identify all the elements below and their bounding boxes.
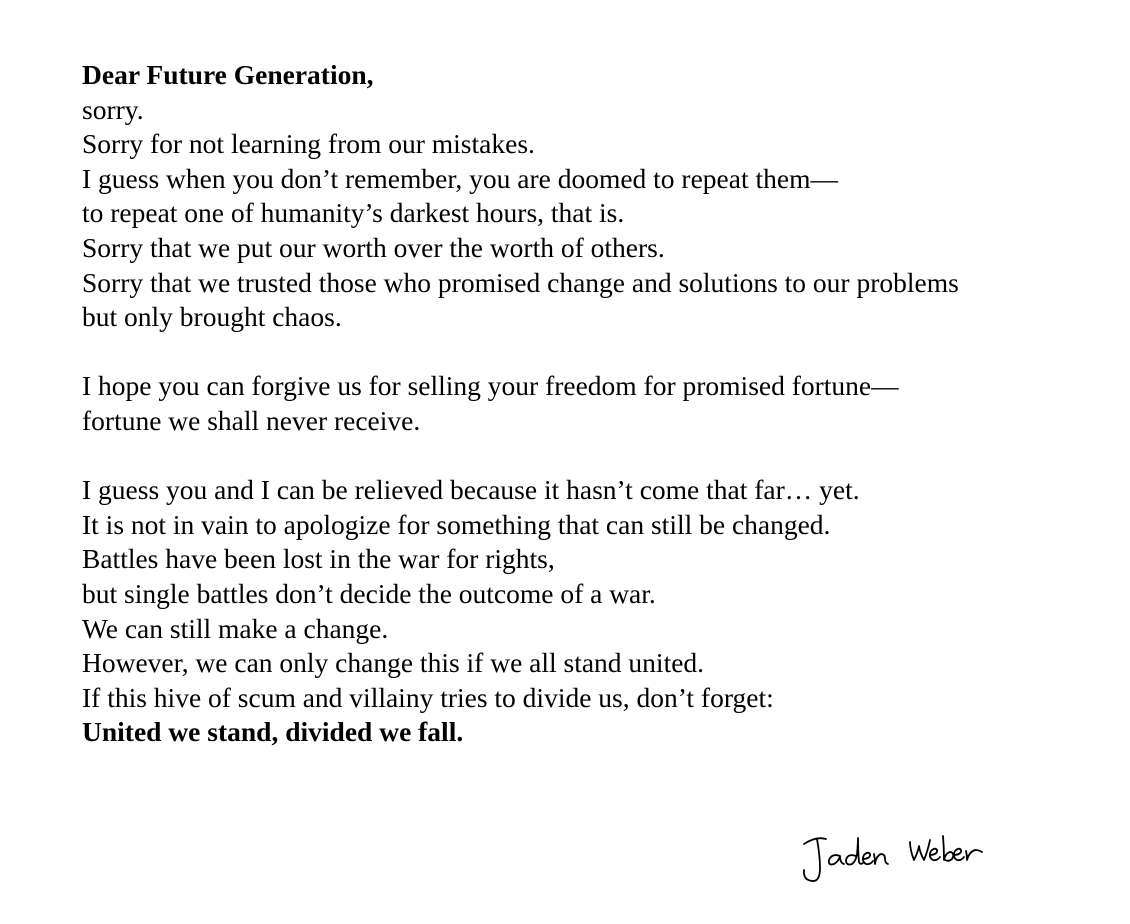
letter-line: fortune we shall never receive. bbox=[82, 404, 421, 436]
letter-line: If this hive of scum and villainy tries to divide us, don’t forget: bbox=[82, 681, 774, 713]
letter-line: Battles have been lost in the war for rights, bbox=[82, 543, 555, 575]
letter-closing: United we stand, divided we fall. bbox=[82, 716, 464, 748]
letter-line: but single battles don’t decide the outcome of a war. bbox=[82, 577, 656, 609]
handwritten-signature bbox=[798, 826, 1008, 892]
paragraph-gap bbox=[82, 439, 1082, 474]
paragraph-gap bbox=[82, 335, 1082, 370]
letter-line: It is not in vain to apologize for something that can still be changed. bbox=[82, 508, 831, 540]
letter-line: I guess when you don’t remember, you are doomed to repeat them— bbox=[82, 162, 838, 194]
letter-line: We can still make a change. bbox=[82, 612, 389, 644]
letter-line: Sorry that we trusted those who promised change and solutions to our problems bbox=[82, 266, 959, 298]
letter-body bbox=[82, 58, 1082, 750]
letter-line: Sorry that we put our worth over the worth of others. bbox=[82, 231, 665, 263]
letter-line: Sorry for not learning from our mistakes. bbox=[82, 128, 535, 160]
letter-line: I hope you can forgive us for selling your freedom for promised fortune— bbox=[82, 370, 899, 402]
letter-line: but only brought chaos. bbox=[82, 301, 342, 333]
signature-drawing bbox=[798, 826, 1008, 892]
letter-line: However, we can only change this if we all stand united. bbox=[82, 647, 705, 679]
letter-line: I guess you and I can be relieved because it hasn’t come that far… yet. bbox=[82, 474, 860, 506]
letter-line: to repeat one of humanity’s darkest hours, that is. bbox=[82, 197, 625, 229]
letter-line: sorry. bbox=[82, 93, 144, 125]
letter-salutation: Dear Future Generation, bbox=[82, 59, 374, 90]
